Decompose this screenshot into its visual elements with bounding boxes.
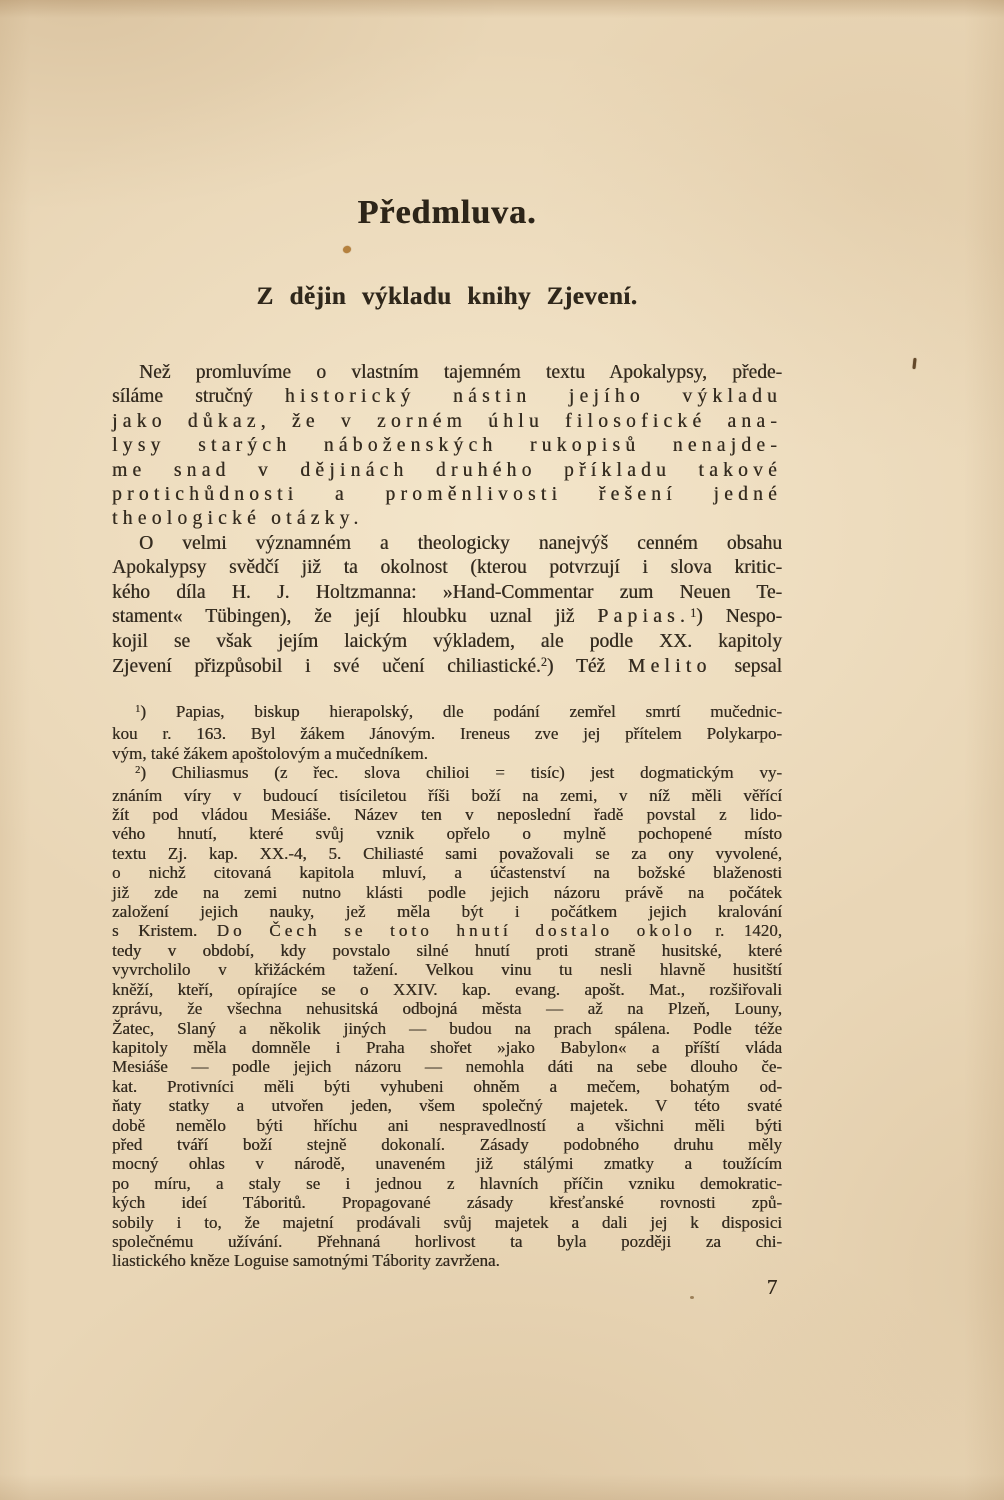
text-line <box>112 605 782 630</box>
text-segment: mocný ohlas v národě, unaveném již stálými zmatky a toužícím <box>112 1154 782 1174</box>
text-segment: stament« Tübingen), že její hloubku uznal již <box>112 606 598 628</box>
text-segment: kého díla H. J. Holtzmanna: »Hand-Commentar zum Neuen Te- <box>112 581 782 603</box>
text-segment: sobily i to, že majetní prodávali svůj majetek a dali jej k disposici <box>112 1212 782 1232</box>
text-segment: ) Chiliasmus (z řec. slova chilioi = tisíc) jest dogmatickým vy- <box>140 763 782 783</box>
text-line <box>112 1057 782 1076</box>
emphasized-text: theologické otázky. <box>112 508 364 530</box>
emphasized-text: historický nástin jejího výkladu <box>284 386 782 408</box>
text-line <box>112 581 782 605</box>
text-segment: znáním víry v budoucí tisíciletou říši boží na zemi, v níž měli věřící <box>112 785 782 805</box>
text-line <box>112 1251 782 1270</box>
text-segment: liastického kněze Loguise samotnými Tábority zavržena. <box>112 1251 500 1271</box>
text-segment: r. 1420, <box>695 921 782 941</box>
text-line <box>112 702 782 724</box>
text-line <box>112 941 782 960</box>
text-line <box>112 1193 782 1212</box>
text-line <box>112 630 782 654</box>
text-line <box>112 556 782 580</box>
text-line <box>112 844 782 863</box>
text-segment: síláme stručný <box>112 386 285 408</box>
text-segment: ) Papias, biskup hierapolský, dle podání zemřel smrtí mučednic- <box>140 702 782 721</box>
text-segment: po míru, a staly se i jednou z hlavních příčin vzniku demokratic- <box>112 1173 782 1193</box>
text-line <box>112 1096 782 1115</box>
emphasized-text: protichůdnosti a proměnlivosti řešení jedné <box>112 484 782 506</box>
text-line <box>112 655 782 680</box>
page-title: Předmluva. <box>357 194 537 231</box>
text-line <box>112 434 782 458</box>
text-line <box>112 1174 782 1193</box>
text-segment: Žatec, Slaný a několik jiných — budou na prach spálena. Podle téže <box>112 1018 782 1038</box>
page-number: 7 <box>766 1275 778 1299</box>
text-segment: ) Též <box>546 655 628 677</box>
text-segment: kojil se však jejím laickým výkladem, ale podle XX. kapitoly <box>112 631 782 653</box>
text-line <box>112 805 782 824</box>
text-line <box>112 724 782 743</box>
text-line <box>112 507 782 531</box>
text-segment: již zde na zemi nutno klásti podle jejich názoru právě na počátek <box>112 882 782 902</box>
emphasized-text: Do Čech se toto hnutí dostalo okolo <box>216 921 696 941</box>
text-segment: založení jejich nauky, jež měla být i počátkem jejich kralování <box>112 902 782 922</box>
text-segment: kou r. 163. Byl žákem Jánovým. Ireneus zve jej přítelem Polykarpo- <box>112 724 782 744</box>
text-segment: žít pod vládou Mesiáše. Název ten v neposlední řadě povstal z lido- <box>112 805 782 825</box>
text-line <box>112 1077 782 1096</box>
paper-blemish-fleck <box>912 358 916 369</box>
text-line <box>112 902 782 921</box>
text-segment: společnému užívání. Přehnaná horlivost ta byla později za chi- <box>112 1231 782 1251</box>
text-line <box>112 1135 782 1154</box>
text-line <box>112 921 782 940</box>
text-segment: kat. Protivníci měli býti vyhubeni ohněm a mečem, bohatým od- <box>112 1076 782 1096</box>
text-segment: zprávu, že všechna nehusitská odbojná města — až na Plzeň, Louny, <box>112 999 782 1019</box>
text-line <box>112 960 782 979</box>
text-line <box>112 410 782 434</box>
paper-blemish-dot <box>342 245 352 254</box>
text-segment: o nichž citovaná kapitola mluví, a účastenství na božské blaženosti <box>112 863 782 883</box>
text-line <box>112 459 782 483</box>
text-line <box>112 824 782 843</box>
text-line <box>112 883 782 902</box>
text-segment: vým, také žákem apoštolovým a mučedníkem. <box>112 743 428 763</box>
emphasized-text: Papias. <box>597 606 691 628</box>
text-line <box>112 1213 782 1232</box>
emphasized-text: jako důkaz, že v zorném úhlu filosofické ana- <box>112 410 782 432</box>
text-line <box>112 532 782 556</box>
text-line <box>112 1154 782 1173</box>
text-segment: Apokalypsy svědčí již ta okolnost (kterou potvrzují i slova kritic- <box>112 557 782 579</box>
text-line <box>112 763 782 785</box>
text-segment: s Kristem. <box>112 921 217 941</box>
text-line <box>112 1038 782 1057</box>
text-segment: vyvrcholilo v křižáckém tažení. Velkou vinu tu nesli hlavně husitští <box>112 960 782 980</box>
section-heading: Z dějin výkladu knihy Zjevení. <box>256 283 638 310</box>
emphasized-text: me snad v dějinách druhého příkladu takové <box>112 459 782 481</box>
text-line <box>112 863 782 882</box>
text-segment: Zjevení přizpůsobil i své učení chiliastické. <box>112 655 541 677</box>
text-line <box>112 999 782 1018</box>
text-segment: Mesiáše — podle jejich názoru — nemohla dáti na sebe dlouho če- <box>112 1057 782 1077</box>
text-segment: tedy v období, kdy povstalo silné hnutí proti straně husitské, které <box>112 940 782 960</box>
text-segment: ) Nespo- <box>696 606 782 628</box>
text-segment: kapitoly měla domněle i Praha shořet »jako Babylon« a příští vláda <box>112 1037 782 1057</box>
text-line <box>112 1116 782 1135</box>
body-text <box>112 361 782 680</box>
text-line <box>112 385 782 409</box>
text-segment: Než promluvíme o vlastním tajemném textu Apokalypsy, přede- <box>139 362 782 383</box>
text-segment: vého hnutí, které svůj vznik opřelo o mylně pochopené místo <box>112 824 782 844</box>
text-segment: před tváří boží stejně dokonalí. Zásady podobného druhu měly <box>112 1134 782 1154</box>
text-segment: kých ideí Táboritů. Propagované zásady křesťanské rovnosti způ- <box>112 1193 782 1213</box>
text-segment: době nemělo býti hříchu ani nespravedlností a všichni měli býti <box>112 1115 782 1135</box>
emphasized-text: lysy starých náboženských rukopisů nenajde- <box>112 435 782 457</box>
text-line <box>112 361 782 385</box>
footnote-marker: 1 <box>135 704 141 716</box>
footnote-text <box>112 702 782 1271</box>
emphasized-text: Melito <box>627 655 712 677</box>
text-line <box>112 786 782 805</box>
paper-blemish-speck <box>690 1296 694 1299</box>
footnote-marker: 2 <box>540 655 547 670</box>
text-segment: O velmi významném a theologicky nanejvýš cenném obsahu <box>139 532 782 554</box>
text-segment: kněží, kteří, opírajíce se o XXIV. kap. evang. apošt. Mat., rozšiřovali <box>112 979 782 999</box>
text-segment: ňaty statky a utvořen jeden, všem společný majetek. V této svaté <box>112 1096 782 1116</box>
text-line <box>112 1232 782 1251</box>
footnote-marker: 2 <box>135 765 141 777</box>
footnote-marker: 1 <box>690 605 697 620</box>
text-segment: sepsal <box>711 655 782 677</box>
text-line <box>112 744 782 763</box>
text-segment: textu Zj. kap. XX.-4, 5. Chiliasté sami považovali se za ony vyvolené, <box>112 843 782 863</box>
text-line <box>112 483 782 507</box>
text-line <box>112 1019 782 1038</box>
text-line <box>112 980 782 999</box>
